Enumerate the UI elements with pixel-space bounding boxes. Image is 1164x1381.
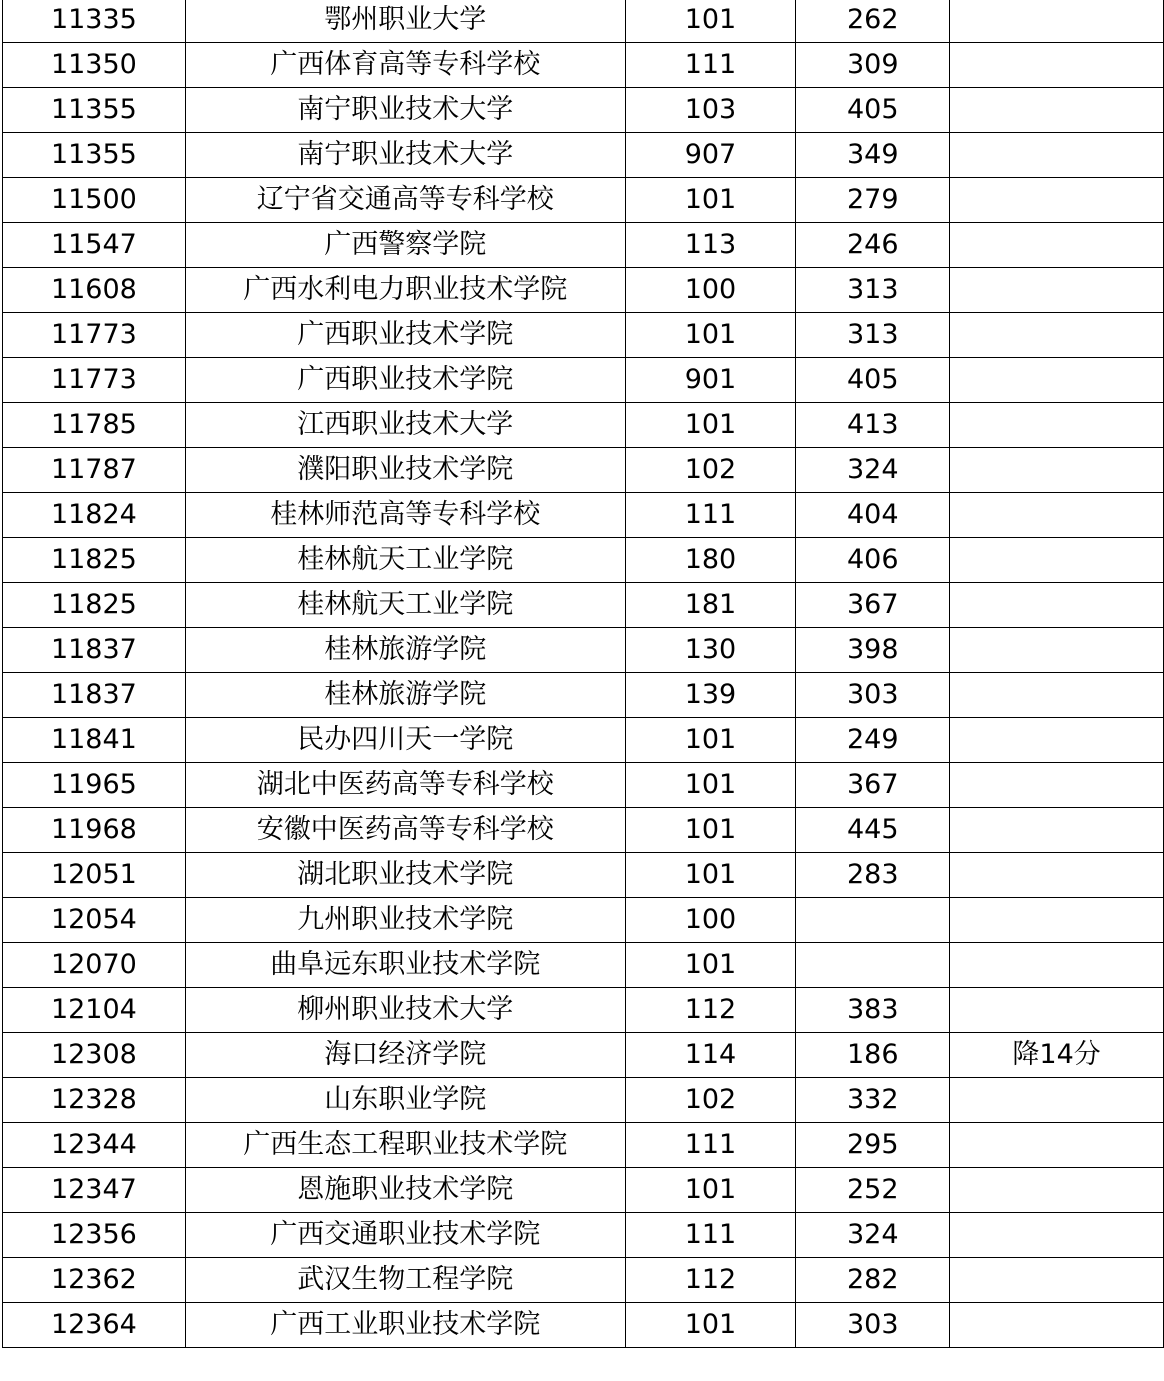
school-code-cell: 11837 (3, 673, 186, 718)
min-score-cell: 406 (796, 538, 950, 583)
note-cell (950, 1258, 1164, 1303)
major-group-cell: 101 (625, 943, 796, 988)
school-name-cell: 濮阳职业技术学院 (185, 448, 625, 493)
table-row (3, 763, 1164, 808)
note-cell (950, 898, 1164, 943)
note-cell (950, 628, 1164, 673)
school-name-cell: 桂林旅游学院 (185, 673, 625, 718)
major-group-cell: 114 (625, 1033, 796, 1078)
note-cell (950, 538, 1164, 583)
note-cell (950, 1123, 1164, 1168)
school-name-cell: 桂林师范高等专科学校 (185, 493, 625, 538)
min-score-cell: 309 (796, 43, 950, 88)
school-name-cell: 桂林旅游学院 (185, 628, 625, 673)
school-name-cell: 柳州职业技术大学 (185, 988, 625, 1033)
min-score-cell: 303 (796, 673, 950, 718)
school-name-cell: 湖北职业技术学院 (185, 853, 625, 898)
min-score-cell (796, 943, 950, 988)
table-row (3, 1123, 1164, 1168)
table-row (3, 358, 1164, 403)
school-name-cell: 湖北中医药高等专科学校 (185, 763, 625, 808)
table-row (3, 448, 1164, 493)
table-row (3, 808, 1164, 853)
table-row (3, 313, 1164, 358)
school-code-cell: 11350 (3, 43, 186, 88)
note-cell (950, 853, 1164, 898)
school-code-cell: 12344 (3, 1123, 186, 1168)
school-code-cell: 11785 (3, 403, 186, 448)
note-cell (950, 178, 1164, 223)
note-cell (950, 493, 1164, 538)
min-score-cell: 249 (796, 718, 950, 763)
table-body (3, 0, 1164, 1348)
table-row (3, 943, 1164, 988)
min-score-cell: 367 (796, 583, 950, 628)
note-cell (950, 88, 1164, 133)
school-code-cell: 12328 (3, 1078, 186, 1123)
table-row (3, 178, 1164, 223)
school-code-cell: 11500 (3, 178, 186, 223)
min-score-cell: 349 (796, 133, 950, 178)
table-row (3, 1078, 1164, 1123)
table-row (3, 898, 1164, 943)
major-group-cell: 101 (625, 1303, 796, 1348)
school-code-cell: 12104 (3, 988, 186, 1033)
table-row (3, 853, 1164, 898)
table-row (3, 988, 1164, 1033)
table-row (3, 1303, 1164, 1348)
table-row (3, 223, 1164, 268)
note-cell (950, 718, 1164, 763)
min-score-cell: 252 (796, 1168, 950, 1213)
major-group-cell: 901 (625, 358, 796, 403)
table-row (3, 88, 1164, 133)
note-cell (950, 268, 1164, 313)
school-name-cell: 广西体育高等专科学校 (185, 43, 625, 88)
major-group-cell: 103 (625, 88, 796, 133)
school-name-cell: 辽宁省交通高等专科学校 (185, 178, 625, 223)
table-row (3, 133, 1164, 178)
note-cell (950, 1213, 1164, 1258)
min-score-cell (796, 898, 950, 943)
min-score-cell: 332 (796, 1078, 950, 1123)
school-name-cell: 广西交通职业技术学院 (185, 1213, 625, 1258)
school-name-cell: 桂林航天工业学院 (185, 583, 625, 628)
school-code-cell: 12308 (3, 1033, 186, 1078)
school-name-cell: 广西职业技术学院 (185, 313, 625, 358)
school-code-cell: 11547 (3, 223, 186, 268)
table-row (3, 1033, 1164, 1078)
min-score-cell: 283 (796, 853, 950, 898)
school-name-cell: 广西警察学院 (185, 223, 625, 268)
min-score-cell: 404 (796, 493, 950, 538)
note-cell (950, 43, 1164, 88)
major-group-cell: 100 (625, 898, 796, 943)
school-name-cell: 安徽中医药高等专科学校 (185, 808, 625, 853)
school-name-cell: 民办四川天一学院 (185, 718, 625, 763)
min-score-cell: 262 (796, 0, 950, 43)
school-name-cell: 武汉生物工程学院 (185, 1258, 625, 1303)
table-row (3, 0, 1164, 43)
min-score-cell: 279 (796, 178, 950, 223)
major-group-cell: 101 (625, 403, 796, 448)
school-code-cell: 11773 (3, 358, 186, 403)
major-group-cell: 101 (625, 0, 796, 43)
school-code-cell: 11825 (3, 583, 186, 628)
min-score-cell: 367 (796, 763, 950, 808)
school-name-cell: 广西生态工程职业技术学院 (185, 1123, 625, 1168)
table-row (3, 268, 1164, 313)
school-code-cell: 12054 (3, 898, 186, 943)
note-cell (950, 808, 1164, 853)
table-row (3, 43, 1164, 88)
major-group-cell: 101 (625, 808, 796, 853)
school-code-cell: 11608 (3, 268, 186, 313)
note-cell (950, 313, 1164, 358)
min-score-cell: 324 (796, 448, 950, 493)
school-name-cell: 桂林航天工业学院 (185, 538, 625, 583)
school-code-cell: 11787 (3, 448, 186, 493)
school-name-cell: 山东职业学院 (185, 1078, 625, 1123)
major-group-cell: 130 (625, 628, 796, 673)
major-group-cell: 102 (625, 1078, 796, 1123)
note-cell: 降14分 (950, 1033, 1164, 1078)
note-cell (950, 0, 1164, 43)
school-name-cell: 广西职业技术学院 (185, 358, 625, 403)
major-group-cell: 101 (625, 853, 796, 898)
major-group-cell: 112 (625, 988, 796, 1033)
school-name-cell: 曲阜远东职业技术学院 (185, 943, 625, 988)
school-code-cell: 11841 (3, 718, 186, 763)
major-group-cell: 111 (625, 1123, 796, 1168)
school-name-cell: 南宁职业技术大学 (185, 88, 625, 133)
school-code-cell: 11335 (3, 0, 186, 43)
min-score-cell: 313 (796, 268, 950, 313)
major-group-cell: 181 (625, 583, 796, 628)
major-group-cell: 139 (625, 673, 796, 718)
min-score-cell: 303 (796, 1303, 950, 1348)
min-score-cell: 445 (796, 808, 950, 853)
min-score-cell: 186 (796, 1033, 950, 1078)
major-group-cell: 112 (625, 1258, 796, 1303)
min-score-cell: 246 (796, 223, 950, 268)
min-score-cell: 282 (796, 1258, 950, 1303)
note-cell (950, 448, 1164, 493)
school-code-cell: 11825 (3, 538, 186, 583)
school-code-cell: 11965 (3, 763, 186, 808)
major-group-cell: 907 (625, 133, 796, 178)
school-name-cell: 九州职业技术学院 (185, 898, 625, 943)
note-cell (950, 403, 1164, 448)
min-score-cell: 383 (796, 988, 950, 1033)
major-group-cell: 111 (625, 493, 796, 538)
school-code-cell: 12051 (3, 853, 186, 898)
table-row (3, 1258, 1164, 1303)
table-row (3, 628, 1164, 673)
school-code-cell: 12362 (3, 1258, 186, 1303)
major-group-cell: 101 (625, 718, 796, 763)
school-code-cell: 11837 (3, 628, 186, 673)
note-cell (950, 1303, 1164, 1348)
note-cell (950, 943, 1164, 988)
major-group-cell: 101 (625, 178, 796, 223)
school-name-cell: 江西职业技术大学 (185, 403, 625, 448)
school-code-cell: 11355 (3, 88, 186, 133)
note-cell (950, 133, 1164, 178)
school-code-cell: 12364 (3, 1303, 186, 1348)
school-code-cell: 11773 (3, 313, 186, 358)
note-cell (950, 988, 1164, 1033)
school-name-cell: 鄂州职业大学 (185, 0, 625, 43)
min-score-cell: 405 (796, 358, 950, 403)
table-row (3, 718, 1164, 763)
school-code-cell: 11824 (3, 493, 186, 538)
school-name-cell: 南宁职业技术大学 (185, 133, 625, 178)
min-score-cell: 398 (796, 628, 950, 673)
min-score-cell: 313 (796, 313, 950, 358)
table-row (3, 538, 1164, 583)
admission-score-table (2, 0, 1164, 1348)
table-row (3, 583, 1164, 628)
note-cell (950, 583, 1164, 628)
major-group-cell: 111 (625, 43, 796, 88)
note-cell (950, 223, 1164, 268)
min-score-cell: 405 (796, 88, 950, 133)
table-row (3, 403, 1164, 448)
min-score-cell: 413 (796, 403, 950, 448)
table-row (3, 493, 1164, 538)
major-group-cell: 180 (625, 538, 796, 583)
major-group-cell: 102 (625, 448, 796, 493)
table-row (3, 1213, 1164, 1258)
major-group-cell: 100 (625, 268, 796, 313)
school-name-cell: 广西工业职业技术学院 (185, 1303, 625, 1348)
school-code-cell: 12347 (3, 1168, 186, 1213)
school-code-cell: 12070 (3, 943, 186, 988)
table-row (3, 673, 1164, 718)
major-group-cell: 101 (625, 313, 796, 358)
note-cell (950, 1078, 1164, 1123)
note-cell (950, 358, 1164, 403)
note-cell (950, 673, 1164, 718)
major-group-cell: 101 (625, 763, 796, 808)
major-group-cell: 113 (625, 223, 796, 268)
school-code-cell: 11968 (3, 808, 186, 853)
note-cell (950, 1168, 1164, 1213)
school-code-cell: 11355 (3, 133, 186, 178)
note-cell (950, 763, 1164, 808)
school-name-cell: 海口经济学院 (185, 1033, 625, 1078)
major-group-cell: 111 (625, 1213, 796, 1258)
school-name-cell: 广西水利电力职业技术学院 (185, 268, 625, 313)
major-group-cell: 101 (625, 1168, 796, 1213)
min-score-cell: 295 (796, 1123, 950, 1168)
table-row (3, 1168, 1164, 1213)
school-name-cell: 恩施职业技术学院 (185, 1168, 625, 1213)
school-code-cell: 12356 (3, 1213, 186, 1258)
min-score-cell: 324 (796, 1213, 950, 1258)
